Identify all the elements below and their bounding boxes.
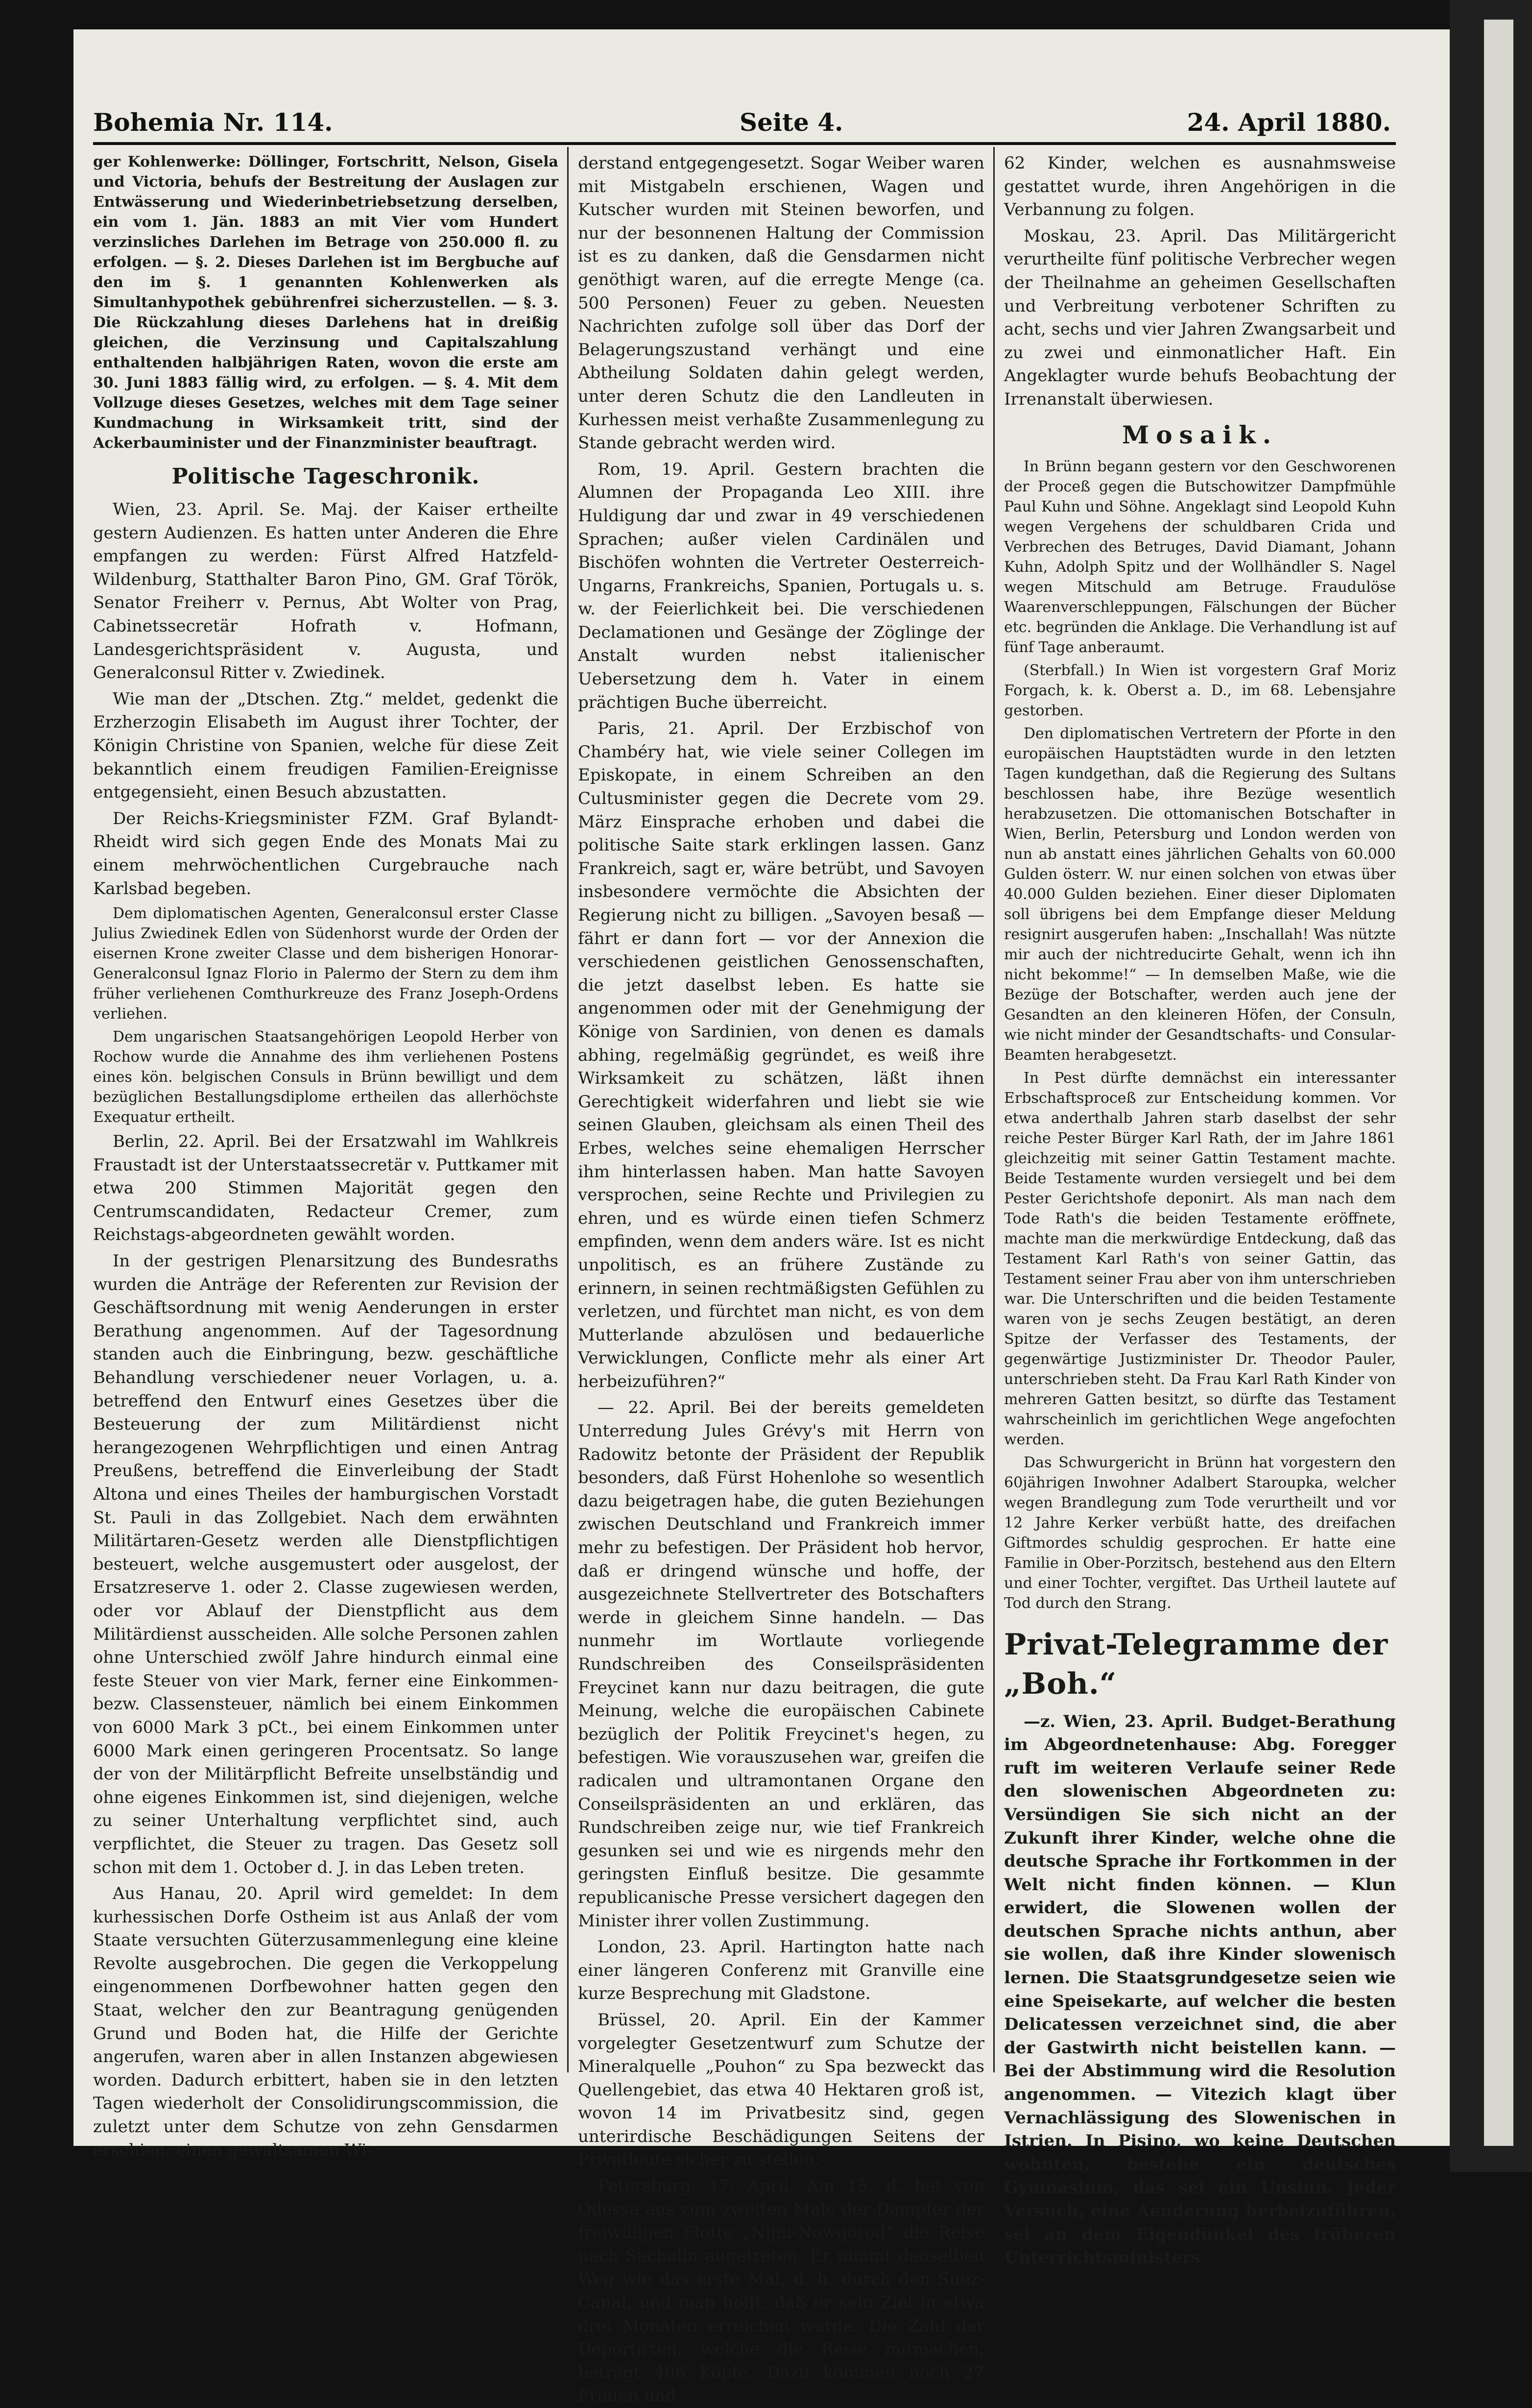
- article-paragraph: ger Kohlenwerke: Döllinger, Fortschritt, Nelson, Gisela und Victoria, behufs der Bestreitung der Auslagen zur Entwässerung und Wiederinbetriebsetzung derselben, ein vom 1. Jän. 1883 an mit Vier vom Hundert verzinsliches Darlehen im Betrage von 250.000 fl. zu erfolgen. — §. 2. Dieses Darlehen ist im Bergbuche auf den im §. 1 genannten Kohlenwerken als Simultanhypothek gebührenfrei sicherzustellen. — §. 3. Die Rückzahlung dieses Darlehens hat in dreißig gleichen, die Verzinsung und Capitalszahlung enthaltenden halbjährigen Raten, wovon die erste am 30. Juni 1883 fällig wird, zu erfolgen. — §. 4. Mit dem Vollzuge dieses Gesetzes, welches mit dem Tage seiner Kundmachung in Wirksamkeit tritt, sind der Ackerbauminister und der Finanzminister beauftragt.: [93, 153, 558, 452]
- column-1: [93, 152, 558, 2160]
- article-paragraph: London, 23. April. Hartington hatte nach einer längeren Conferenz mit Granville eine kurze Besprechung mit Gladstone.: [578, 1937, 984, 2004]
- article-paragraph: Dem diplomatischen Agenten, Generalconsul erster Classe Julius Zwiedinek Edlen von Südenhorst wurde der Orden der eisernen Krone zweiter Classe und dem bisherigen Honorar-Generalconsul Ignaz Florio in Palermo der Stern zu dem ihm früher verliehenen Comthurkreuze des Franz Joseph-Ordens verliehen.: [93, 905, 558, 1023]
- masthead-page-number: Seite 4.: [740, 108, 843, 137]
- article-paragraph: Berlin, 22. April. Bei der Ersatzwahl im Wahlkreis Fraustadt ist der Unterstaatssecretär v. Puttkamer mit etwa 200 Stimmen Majorität gegen den Centrumscandidaten, Redacteur Cremer, zum Reichstags-abgeordneten gewählt worden.: [93, 1132, 558, 1245]
- article-paragraph: Wie man der „Dtschen. Ztg.“ meldet, gedenkt die Erzherzogin Elisabeth im August ihrer Tochter, der Königin Christine von Spanien, welche für diese Zeit bekanntlich einem freudigen Familien-Ereignisse entgegensieht, einen Besuch abzustatten.: [93, 689, 558, 803]
- article-paragraph: In Brünn begann gestern vor den Geschworenen der Proceß gegen die Butschowitzer Dampfmühle Paul Kuhn und Söhne. Angeklagt sind Leopold Kuhn wegen Vergehens der schuldbaren Crida und Verbrechen des Betruges, David Diamant, Johann Kuhn, Adolph Spitz und der Wollhändler S. Nagel wegen Mitschuld am Betruge. Fraudulöse Waarenverschleppungen, Fälschungen der Bücher etc. begründen die Anklage. Die Verhandlung ist auf fünf Tage anberaumt.: [1004, 458, 1396, 656]
- section-heading-politics: Politische Tageschronik.: [171, 464, 480, 489]
- masthead-date: 24. April 1880.: [1187, 108, 1391, 137]
- article-paragraph: Brüssel, 20. April. Ein der Kammer vorgelegter Gesetzentwurf zum Schutze der Mineralquelle „Pouhon“ zu Spa bezweckt das Quellengebiet, das etwa 40 Hektaren groß ist, wovon 14 im Privatbesitz sind, gegen unterirdische Beschädigungen Seitens der Privatleute sicher zu stellen.: [578, 2010, 984, 2170]
- article-paragraph: —z. Wien, 23. April. Budget-Berathung im Abgeordnetenhause: Abg. Foregger ruft im weiteren Verlaufe seiner Rede den slowenischen Abgeordneten zu: Versündigen Sie sich nicht an der Zukunft ihrer Kinder, welche ohne die deutsche Sprache ihr Fortkommen in der Welt nicht finden können. — Klun erwidert, die Slowenen wollen der deutschen Sprache nichts anthun, aber sie wollen, daß ihre Kinder slowenisch lernen. Die Staatsgrundgesetze seien wie eine Speisekarte, auf welcher die besten Delicatessen verzeichnet sind, die aber der Gastwirth nicht beistellen kann. — Bei der Abstimmung wird die Resolution angenommen. — Vitezich klagt über Vernachlässigung des Slowenischen in Istrien. In Pisino, wo keine Deutschen wohnten, bestehe ein deutsches Gymnasium, das sei ein Unsinn. Jeder Versuch, eine Aenderung herbeizuführen, sei an dem Eigendünkel des früheren Unterrichtsministers: [1004, 1711, 1396, 2268]
- article-paragraph: Paris, 21. April. Der Erzbischof von Chambéry hat, wie viele seiner Collegen im Episkopate, in einem Schreiben an den Cultusminister gegen die Decrete vom 29. März Einsprache erhoben und dabei die politische Saite stark erklingen lassen. Ganz Frankreich, sagt er, wäre betrübt, und Savoyen insbesondere vermöchte die Absichten der Regierung nicht zu billigen. „Savoyen besaß — fährt er dann fort — vor der Annexion die verschiedenen geistlichen Genossenschaften, die jetzt daselbst leben. Es hatte sie angenommen oder mit der Genehmigung der Könige von Sardinien, von denen es damals abhing, regelmäßig gegründet, es weiß ihre Wirksamkeit zu schätzen, läßt ihnen Gerechtigkeit widerfahren und liebt sie wie seinen Glauben, gleichsam als einen Theil des Erbes, welches seine ehemaligen Herrscher ihm hinterlassen haben. Man hatte Savoyen versprochen, seine Rechte und Privilegien zu ehren, und es würde einen tiefen Schmerz empfinden, wenn dem anders wäre. Ist es nicht unpolitisch, es an frühere Zustände zu erinnern, in seinen rechtmäßigsten Gefühlen zu verletzen, und fürchtet man nicht, es von dem Mutterlande abzulösen und bedauerliche Verwicklungen, Conflicte mehr als einer Art herbeizuführen?“: [578, 719, 984, 1391]
- article-paragraph: Moskau, 23. April. Das Militärgericht verurtheilte fünf politische Verbrecher wegen der Theilnahme an geheimen Gesellschaften und Verbreitung verbotener Schriften zu acht, sechs und vier Jahren Zwangsarbeit und zu zwei und einmonatlicher Haft. Ein Angeklagter wurde behufs Beobachtung der Irrenanstalt überwiesen.: [1004, 226, 1396, 409]
- column-rule: [567, 147, 569, 2072]
- section-heading-mosaik: Mosaik.: [1122, 420, 1278, 449]
- article-paragraph: In Pest dürfte demnächst ein interessanter Erbschaftsproceß zur Entscheidung kommen. Vor etwa anderthalb Jahren starb daselbst der sehr reiche Pester Bürger Karl Rath, der im Jahre 1861 gleichzeitig mit seiner Gattin Testament machte. Beide Testamente wurden versiegelt und bei dem Pester Gerichtshofe deponirt. Als man nach dem Tode Rath's die beiden Testamente eröffnete, machte man die merkwürdige Entdeckung, daß das Testament Karl Rath's von seiner Gattin, das Testament seiner Frau aber von ihm unterschrieben war. Die Unterschriften und die beiden Testamente waren von je sechs Zeugen bestätigt, an deren Spitze der Verfasser des Testaments, der gegenwärtige Justizminister Dr. Theodor Pauler, unterschrieben steht. Da Frau Karl Rath Kinder von mehreren Gatten besitzt, so dürfte das Testament wahrscheinlich im gerichtlichen Wege angefochten werden.: [1004, 1069, 1396, 1448]
- article-paragraph: In der gestrigen Plenarsitzung des Bundesraths wurden die Anträge der Referenten zur Revision der Geschäftsordnung mit wenig Aenderungen in erster Berathung angenommen. Auf der Tagesordnung standen auch die Einbringung, bezw. geschäftliche Behandlung verschiedener neuer Vorlagen, u. a. betreffend den Entwurf eines Gesetzes über die Besteuerung der zum Militärdienst nicht herangezogenen Wehrpflichtigen und einen Antrag Preußens, betreffend die Einverleibung der Stadt Altona und eines Theiles der hamburgischen Vorstadt St. Pauli in das Zollgebiet. Nach dem erwähnten Militärtaren-Gesetz werden alle Dienstpflichtigen besteuert, welche ausgemustert oder ausgelost, der Ersatzreserve 1. oder 2. Classe zugewiesen werden, oder vor Ablauf der Dienstpflicht aus dem Militärdienst ausscheiden. Alle solche Personen zahlen ohne Unterschied zwölf Jahre hindurch einmal eine feste Steuer von vier Mark, ferner eine Einkommen- bezw. Classensteuer, nämlich bei einem Einkommen von 6000 Mark 3 pCt., bei einem Einkommen unter 6000 Mark einen geringeren Procentsatz. So lange der von der Militärpflicht Befreite unselbständig und ohne eigenes Einkommen ist, sind diejenigen, welche zu seiner Unterhaltung verpflichtet sind, auch verpflichtet, die Steuer zu tragen. Das Gesetz soll schon mit dem 1. October d. J. in das Leben treten.: [93, 1251, 558, 1877]
- article-paragraph: Dem ungarischen Staatsangehörigen Leopold Herber von Rochow wurde die Annahme des ihm verliehenen Postens eines kön. belgischen Consuls in Brünn bewilligt und dem bezüglichen Bestallungsdiplome ertheilen das allerhöchste Exequatur ertheilt.: [93, 1028, 558, 1126]
- article-paragraph: Den diplomatischen Vertretern der Pforte in den europäischen Hauptstädten wurde in den letzten Tagen kundgethan, daß die Regierung des Sultans beschlossen habe, ihre Bezüge wesentlich herabzusetzen. Die ottomanischen Botschafter in Wien, Berlin, Petersburg und London werden von nun ab anstatt eines jährlichen Gehalts von 60.000 Gulden österr. W. nur einen solchen von etwas über 40.000 Gulden beziehen. Einer dieser Diplomaten soll übrigens bei dem Empfange dieser Meldung resignirt ausgerufen haben: „Inschallah! Was nützte mir auch der nichtreducirte Gehalt, wenn ich ihn nicht bekomme!“ — In demselben Maße, wie die Bezüge der Botschafter, werden auch jene der Gesandten an den kleineren Höfen, der Consuln, wie nicht minder der Gesandtschafts- und Consular-Beamten herabgesetzt.: [1004, 725, 1396, 1064]
- article-paragraph: Petersburg, 17. April. Am 15. d. hat von Odessa aus zum zweiten Male der Dampfer der freiwilligen Flotte „Nijni-Nowgorod“ die Reise nach Sachalin angetreten. Er nimmt denselben Weg wie das erste Mal, d. h. durch den Suez-Canal, und man hofft, daß er sein Ziel in etwa drei Monaten erreichen werde. Die Zahl der Deportirten, welche die Reise mitmachen, beträgt 406 Köpfe. Dazu kommen noch 27 Frauen und: [578, 2176, 984, 2406]
- masthead-issue: Bohemia Nr. 114.: [93, 108, 333, 137]
- article-paragraph: Aus Hanau, 20. April wird gemeldet: In dem kurhessischen Dorfe Ostheim ist aus Anlaß der vom Staate versuchten Güterzusammenlegung eine kleine Revolte ausgebrochen. Die gegen die Verkoppelung eingenommenen Dorfbewohner hatten gegen den Staat, welcher den zur Beantragung genügenden Grund und Boden hat, die Hilfe der Gerichte angerufen, waren aber in allen Instanzen abgewiesen worden. Dadurch erbittert, haben sie in den letzten Tagen wiederholt der Consolidirungscommission, die zuletzt unter dem Schutze von zehn Gensdarmen erschien, einen gewaltsamen Wi-: [93, 1884, 558, 2160]
- article-paragraph: Das Schwurgericht in Brünn hat vorgestern den 60jährigen Inwohner Adalbert Staroupka, welcher wegen Brandlegung zum Tode verurtheilt und vor 12 Jahre Kerker verbüßt hatte, des dreifachen Giftmordes schuldig gesprochen. Er hatte eine Familie in Ober-Porzitsch, bestehend aus den Eltern und einer Tochter, vergiftet. Das Urtheil lautete auf Tod durch den Strang.: [1004, 1454, 1396, 1612]
- scan-border: [1450, 0, 1532, 2172]
- article-paragraph: derstand entgegengesetzt. Sogar Weiber waren mit Mistgabeln erschienen, Wagen und Kutscher wurden mit Steinen beworfen, und nur der besonnenen Haltung der Commission ist es zu danken, daß die Gensdarmen nicht genöthigt waren, auf die erregte Menge (ca. 500 Personen) Feuer zu geben. Neuesten Nachrichten zufolge soll über das Dorf der Belagerungszustand verhängt und eine Abtheilung Soldaten dahin gelegt werden, unter deren Schutz die den Landleuten in Kurhessen meist verhaßte Zusammenlegung zu Stande gebracht werden wird.: [578, 153, 984, 453]
- section-heading-telegrams: Privat-Telegramme der „Boh.“: [1004, 1627, 1388, 1701]
- column-2: [578, 152, 984, 2406]
- article-paragraph: Wien, 23. April. Se. Maj. der Kaiser ertheilte gestern Audienzen. Es hatten unter Anderen die Ehre empfangen zu werden: Fürst Alfred Hatzfeld-Wildenburg, Statthalter Baron Pino, GM. Graf Török, Senator Freiherr v. Pernus, Abt Wolter von Prag, Cabinetssecretär Hofrath v. Hofmann, Landesgerichtspräsident v. Augusta, und Generalconsul Ritter v. Zwiedinek.: [93, 500, 558, 683]
- article-paragraph: — 22. April. Bei der bereits gemeldeten Unterredung Jules Grévy's mit Herrn von Radowitz betonte der Präsident der Republik besonders, daß Fürst Hohenlohe so wesentlich dazu beigetragen habe, die guten Beziehungen zwischen Deutschland und Frankreich immer mehr zu befestigen. Der Präsident hob hervor, daß er dringend wünsche und hoffe, der ausgezeichnete Stellvertreter des Botschafters werde in gleichem Sinne handeln. — Das nunmehr im Wortlaute vorliegende Rundschreiben des Conseilspräsidenten Freycinet kann nur dazu beitragen, die gute Meinung, welche die europäischen Cabinete bezüglich der Politik Freycinet's hegen, zu befestigen. Wie vorauszusehen war, greifen die radicalen und ultramontanen Organe den Conseilspräsidenten an und erklären, das Rundschreiben zeige nur, wie tief Frankreich gesunken sei und wie es nirgends mehr den geringsten Einfluß besitze. Die gesammte republicanische Presse versichert dagegen den Minister ihrer vollen Zustimmung.: [578, 1398, 984, 1931]
- article-paragraph: Der Reichs-Kriegsminister FZM. Graf Bylandt-Rheidt wird sich gegen Ende des Monats Mai zu einem mehrwöchentlichen Curgebrauche nach Karlsbad begeben.: [93, 808, 558, 899]
- article-paragraph: 62 Kinder, welchen es ausnahmsweise gestattet wurde, ihren Angehörigen in die Verbannung zu folgen.: [1004, 153, 1396, 220]
- masthead-rule: [93, 142, 1396, 145]
- column-rule: [993, 147, 995, 2072]
- article-paragraph: Rom, 19. April. Gestern brachten die Alumnen der Propaganda Leo XIII. ihre Huldigung dar und zwar in 49 verschiedenen Sprachen; außer vielen Cardinälen und Bischöfen wohnten die Vertreter Oesterreich-Ungarns, Frankreichs, Spanien, Portugals u. s. w. der Feierlichkeit bei. Die verschiedenen Declamationen und Gesänge der Zöglinge der Anstalt wurden nebst italienischer Uebersetzung dem h. Vater in einem prächtigen Buche überreicht.: [578, 459, 984, 712]
- column-3: [1004, 152, 1396, 2268]
- masthead: [93, 103, 1391, 142]
- adjacent-page-strip: [1484, 20, 1513, 2146]
- article-paragraph: (Sterbfall.) In Wien ist vorgestern Graf Moriz Forgach, k. k. Oberst a. D., im 68. Lebensjahre gestorben.: [1004, 661, 1396, 719]
